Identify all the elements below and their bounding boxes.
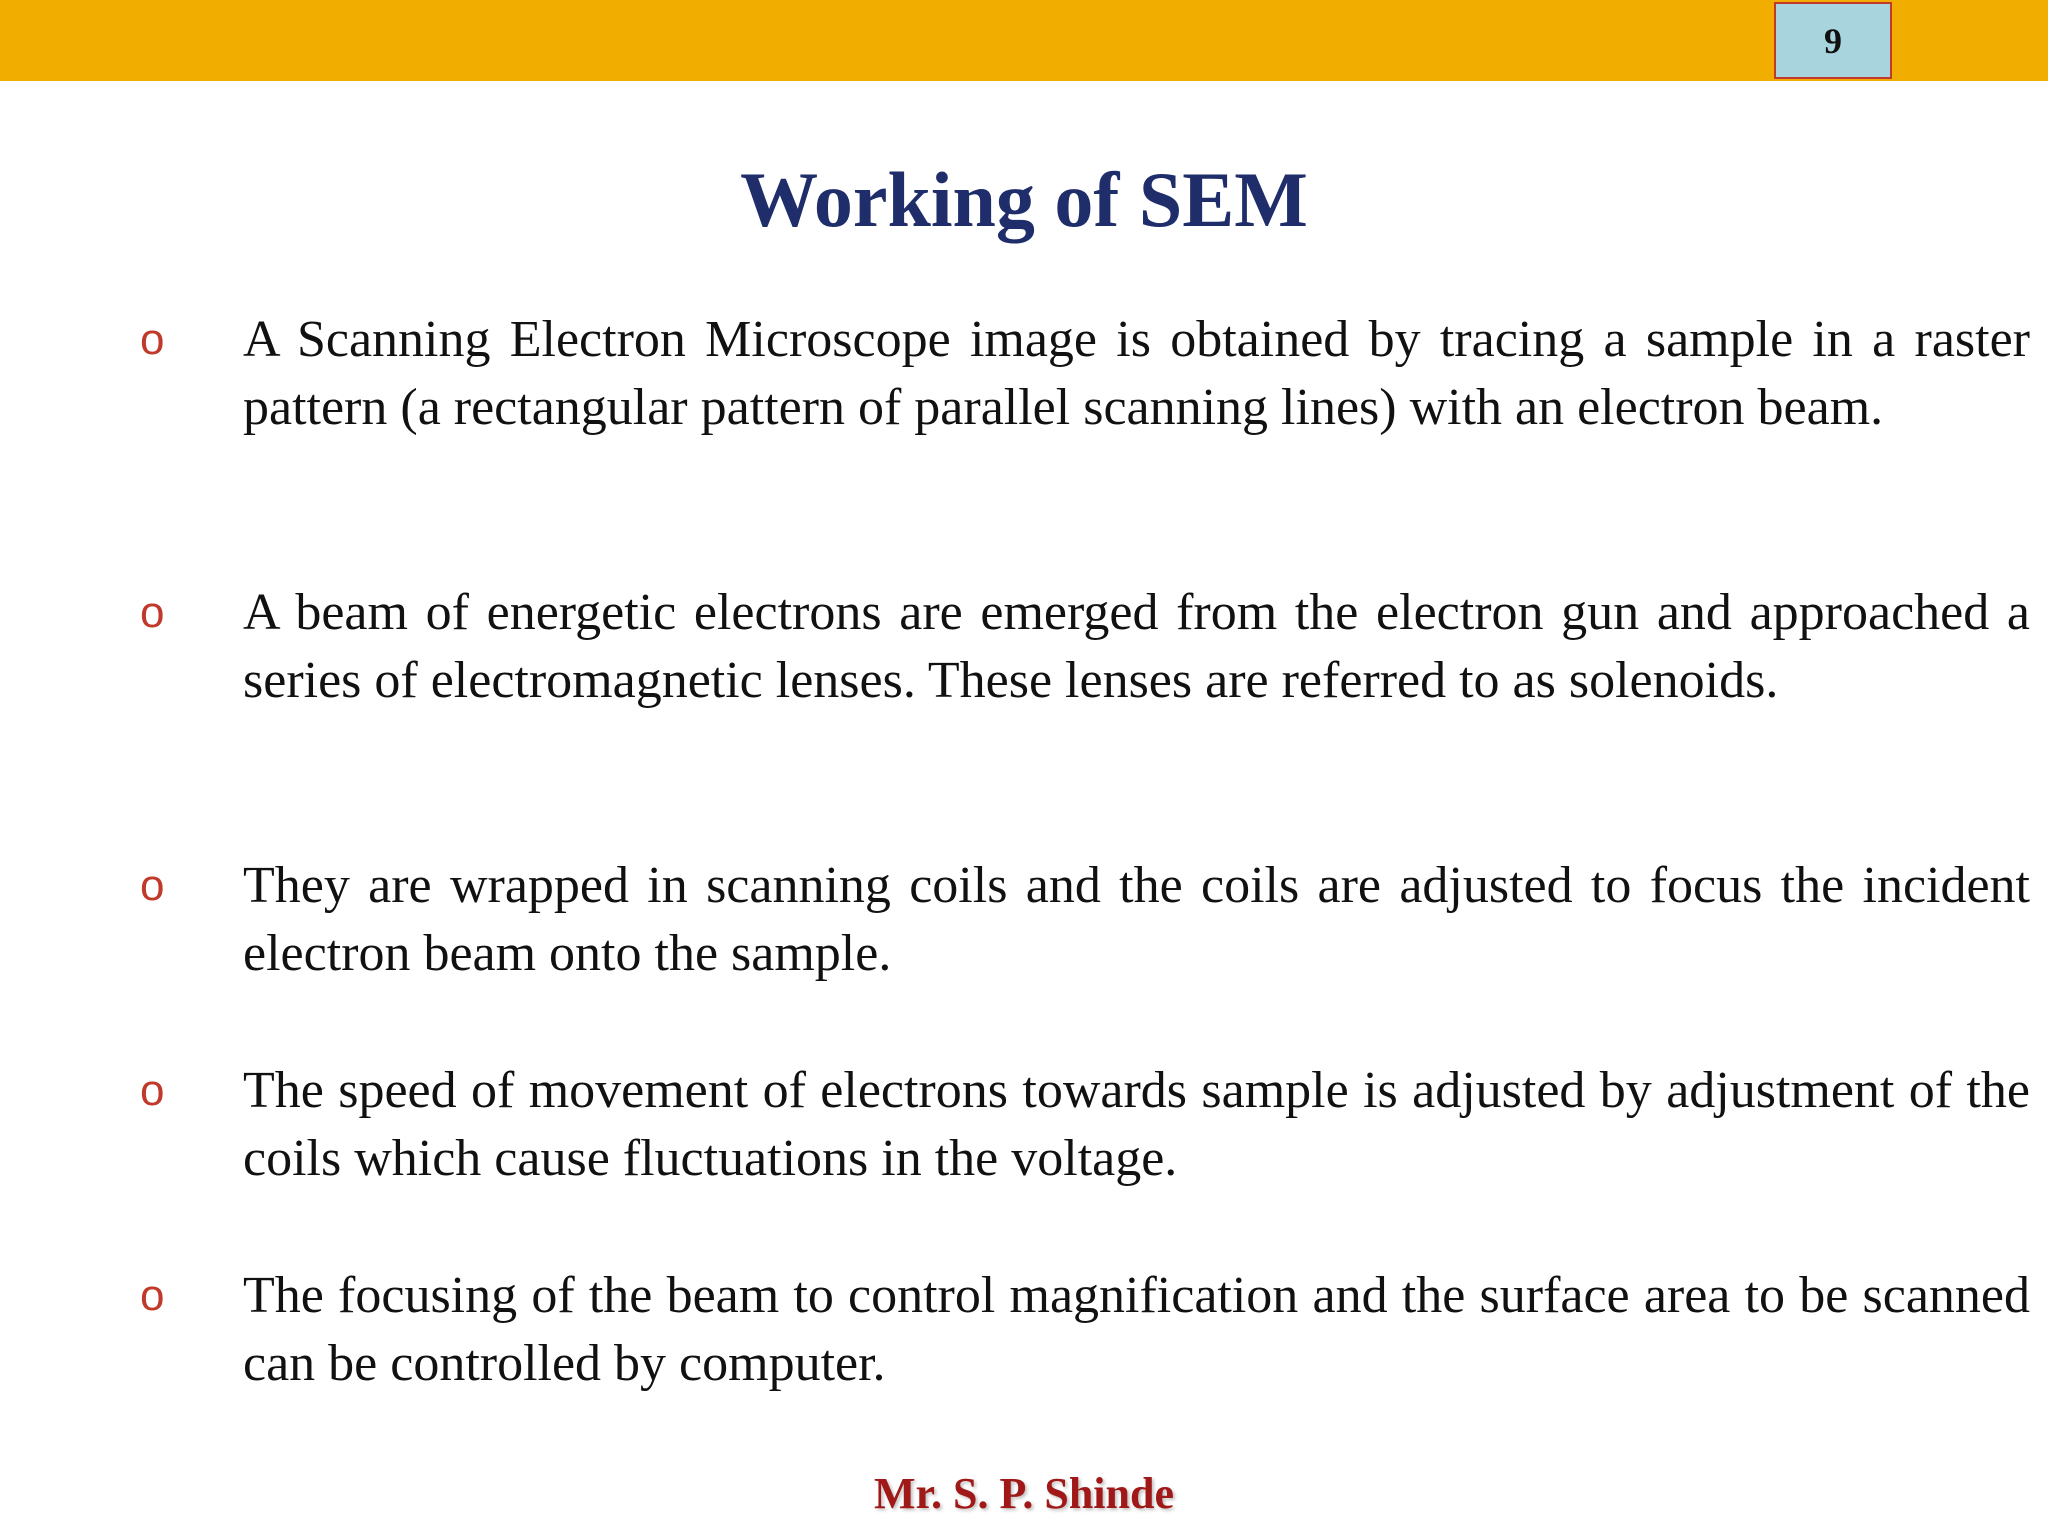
page-number: 9 (1824, 20, 1842, 61)
circle-bullet-icon: o (140, 315, 165, 364)
circle-bullet-icon: o (140, 861, 165, 910)
top-bar (0, 0, 2048, 81)
author-name: Mr. S. P. Shinde (874, 1469, 1174, 1518)
bullet-text: The speed of movement of electrons towards sample is adjusted by adjustment of the coils which cause fluctuations in the voltage. (243, 1062, 2030, 1187)
circle-bullet-icon: o (140, 588, 165, 637)
bullet-text: The focusing of the beam to control magnification and the surface area to be scanned can be controlled by computer. (243, 1267, 2030, 1392)
slide-title: Working of SEM (740, 156, 1308, 243)
bullet-text: A Scanning Electron Microscope image is obtained by tracing a sample in a raster pattern (a rectangular pattern of parallel scanning lines) with an electron beam. (243, 311, 2030, 436)
circle-bullet-icon: o (140, 1066, 165, 1115)
page-number-box (1774, 2, 1892, 79)
circle-bullet-icon: o (140, 1271, 165, 1320)
bullet-text: They are wrapped in scanning coils and the coils are adjusted to focus the incident electron beam onto the sample. (243, 857, 2030, 982)
bullet-text: A beam of energetic electrons are emerged from the electron gun and approached a series of electromagnetic lenses. These lenses are referred to as solenoids. (243, 584, 2030, 709)
